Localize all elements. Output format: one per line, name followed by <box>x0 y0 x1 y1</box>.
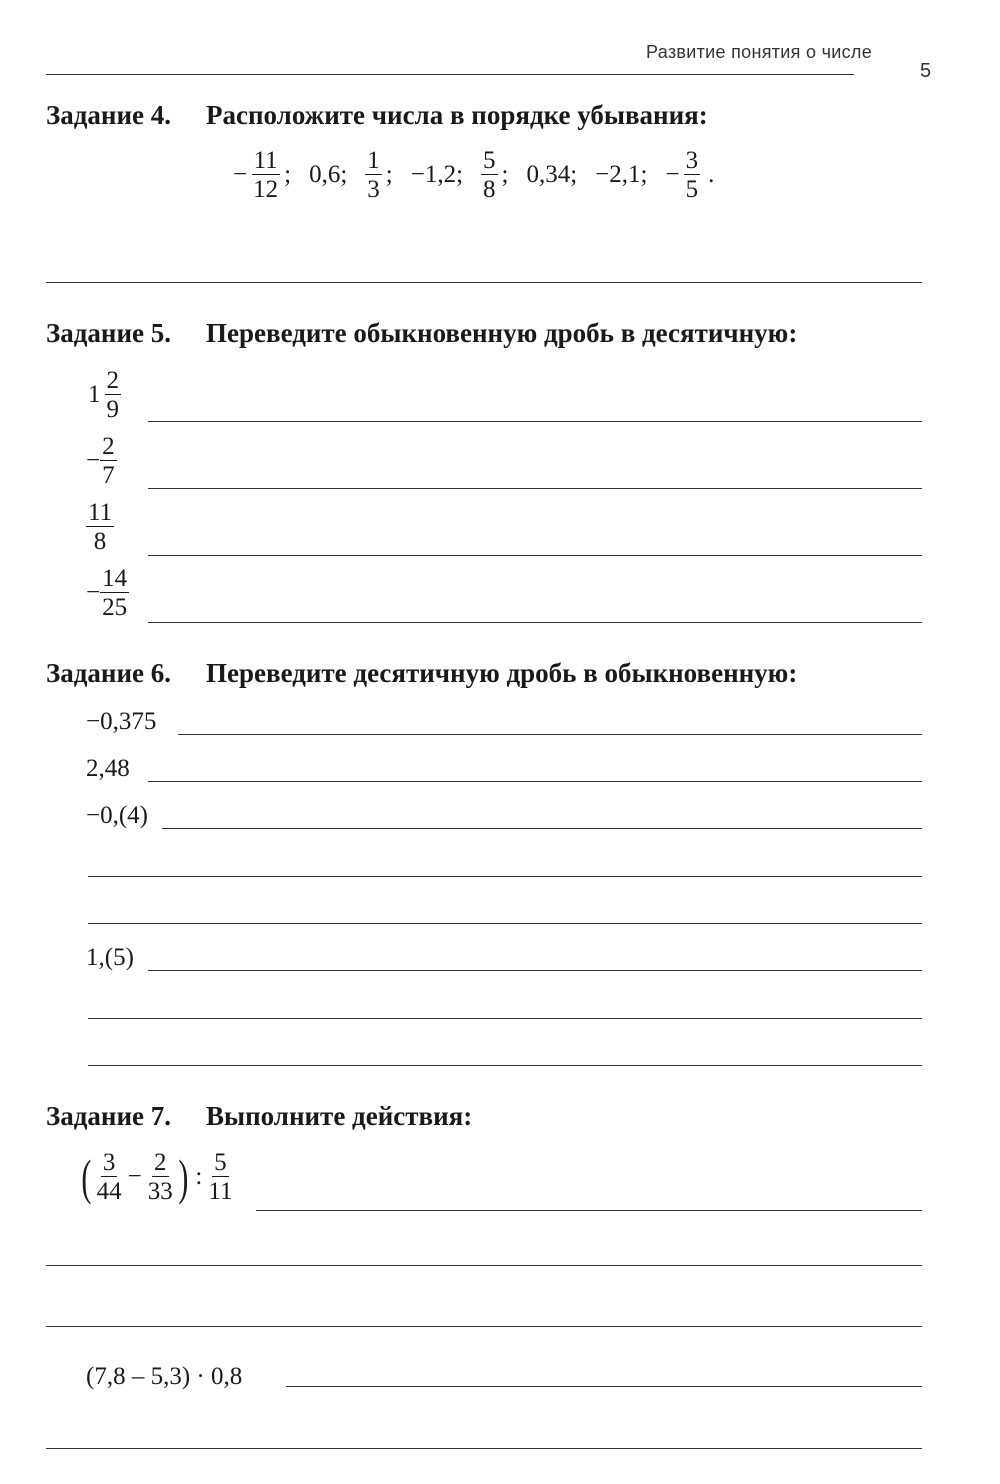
task6-item-2: 2,48 <box>86 755 130 782</box>
task4-n8-den: 5 <box>685 176 699 203</box>
task7-answer-line-1[interactable] <box>256 1210 922 1211</box>
task6-answer-line-2[interactable] <box>148 781 922 782</box>
task7-c-num: 5 <box>214 1149 227 1176</box>
page-number: 5 <box>920 60 932 82</box>
task4-heading <box>46 100 708 131</box>
task4-number-list <box>233 148 714 202</box>
task7-a-num: 3 <box>102 1149 116 1176</box>
task5-item-1-den: 9 <box>106 396 119 423</box>
task4-n5-den: 8 <box>483 176 496 203</box>
task6-item-3: −0,(4) <box>86 802 148 829</box>
open-paren: ( <box>81 1149 92 1205</box>
task4-sep3: ; <box>385 161 393 188</box>
task5-item-2-den: 7 <box>102 462 115 489</box>
task7-heading <box>46 1101 472 1132</box>
task5-item-3-den: 8 <box>93 528 107 555</box>
task5-item-4 <box>86 566 129 620</box>
task4-n8-sign: − <box>665 161 680 188</box>
task4-n5-num: 5 <box>483 147 496 174</box>
task6-item-4: 1,(5) <box>86 944 134 971</box>
header-rule <box>46 74 854 75</box>
task4-n3 <box>365 148 382 202</box>
task4-n3-num: 1 <box>367 147 380 174</box>
task5-item-1-fraction <box>105 368 122 422</box>
task7-answer-line-2[interactable] <box>286 1386 922 1387</box>
task5-item-2-num: 2 <box>102 433 115 460</box>
task5-item-3-fraction <box>86 500 114 554</box>
task5-answer-line-1[interactable] <box>148 421 922 422</box>
task7-c-den: 11 <box>208 1178 233 1205</box>
task7-frac-b <box>146 1150 175 1204</box>
task5-label: Задание 5. <box>46 318 172 348</box>
task6-answer-line-3c[interactable] <box>88 923 922 924</box>
task6-instruction: Переведите десятичную дробь в обыкновенную: <box>206 658 798 688</box>
task4-n8 <box>684 148 701 202</box>
task7-answer-line-1b[interactable] <box>46 1265 922 1266</box>
task5-instruction: Переведите обыкновенную дробь в десятичную: <box>206 318 798 348</box>
task5-item-2-fraction <box>100 434 117 488</box>
task7-frac-a <box>95 1150 124 1204</box>
task5-answer-line-4[interactable] <box>148 622 922 623</box>
task7-b-den: 33 <box>147 1178 173 1205</box>
task5-item-2 <box>86 434 117 488</box>
task6-answer-line-4c[interactable] <box>88 1065 922 1066</box>
task7-instruction: Выполните действия: <box>206 1101 473 1131</box>
task5-item-4-sign: − <box>86 579 101 606</box>
task6-answer-line-3[interactable] <box>162 828 922 829</box>
task5-item-1-num: 2 <box>106 367 119 394</box>
task5-item-1-whole: 1 <box>88 381 101 408</box>
task6-answer-line-4b[interactable] <box>88 1018 922 1019</box>
task5-heading <box>46 318 797 349</box>
task6-label: Задание 6. <box>46 658 172 688</box>
task5-item-1 <box>88 368 121 422</box>
task7-div: : <box>195 1163 203 1190</box>
task5-answer-line-3[interactable] <box>148 555 922 556</box>
task4-n7: −2,1; <box>595 161 648 188</box>
task4-n3-den: 3 <box>367 176 380 203</box>
task5-item-4-num: 14 <box>102 565 128 592</box>
task7-expression-1 <box>78 1150 234 1204</box>
task7-label: Задание 7. <box>46 1101 172 1131</box>
task4-n6: 0,34; <box>526 161 578 188</box>
task5-item-4-den: 25 <box>102 594 128 621</box>
close-paren: ) <box>178 1149 189 1205</box>
task5-item-2-sign: − <box>86 447 101 474</box>
task4-answer-line[interactable] <box>46 282 922 283</box>
task6-item-1: −0,375 <box>86 708 157 735</box>
task7-b-num: 2 <box>154 1149 167 1176</box>
task5-item-3-num: 11 <box>88 499 113 526</box>
task4-label: Задание 4. <box>46 100 172 130</box>
task7-frac-c <box>206 1150 234 1204</box>
task6-answer-line-4[interactable] <box>148 970 922 971</box>
running-title: Развитие понятия о числе <box>646 42 873 62</box>
task4-n2: 0,6; <box>309 161 348 188</box>
task4-instruction: Расположите числа в порядке убывания: <box>206 100 708 130</box>
task4-sep1: ; <box>284 161 292 188</box>
task6-answer-line-3b[interactable] <box>88 876 922 877</box>
task7-minus: − <box>127 1163 142 1190</box>
task6-answer-line-1[interactable] <box>178 734 922 735</box>
task7-answer-line-2b[interactable] <box>46 1448 922 1449</box>
task5-item-3 <box>86 500 114 554</box>
task6-heading <box>46 658 797 689</box>
task4-n1-sign: − <box>233 161 248 188</box>
task5-answer-line-2[interactable] <box>148 488 922 489</box>
task7-a-den: 44 <box>96 1178 122 1205</box>
task4-n4: −1,2; <box>410 161 464 188</box>
task7-answer-line-1c[interactable] <box>46 1326 922 1327</box>
task4-n8-num: 3 <box>685 147 699 174</box>
task4-n1-den: 12 <box>253 176 279 203</box>
task4-end: . <box>708 161 715 188</box>
task4-n1 <box>251 148 280 202</box>
task4-n5 <box>481 148 498 202</box>
task7-expression-2: (7,8 – 5,3) · 0,8 <box>86 1363 243 1390</box>
task4-sep5: ; <box>501 161 509 188</box>
task5-item-4-fraction <box>100 566 129 620</box>
task4-n1-num: 11 <box>253 147 278 174</box>
